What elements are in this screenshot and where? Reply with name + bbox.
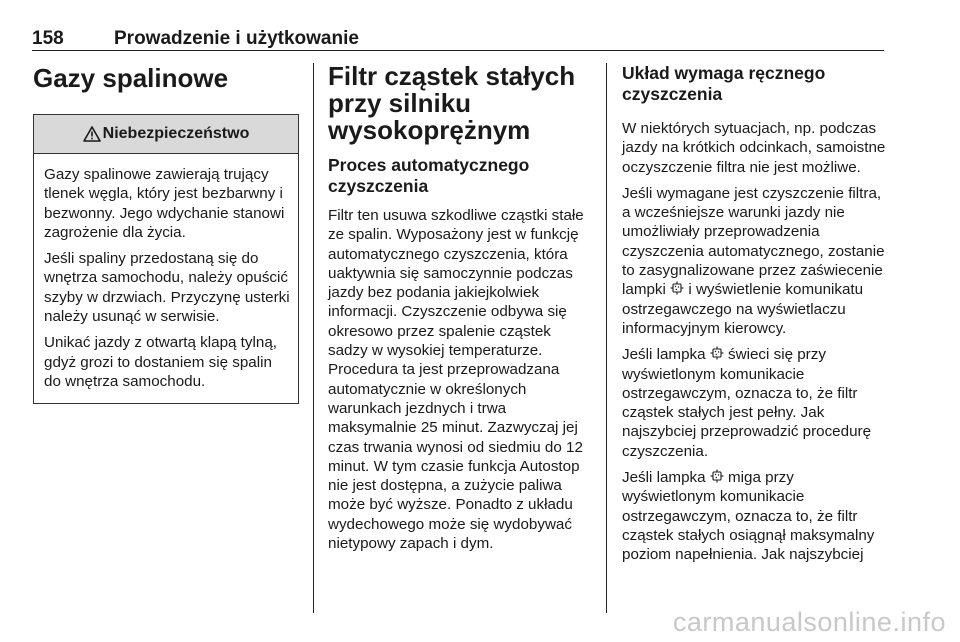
danger-warning-box bbox=[33, 114, 299, 404]
warning-heading: Niebezpieczeństwo bbox=[102, 125, 250, 142]
body-paragraph: Filtr ten usuwa szkodliwe cząstki stałe ze spalin. Wyposażony jest w funkcję automatycznego czyszczenia, która uaktywnia się samoczynnie podczas jazdy bez podania jakiejkolwiek informacji. Czyszczenie odbywa się okresowo przez spalenie cząstek sadzy w wysokiej temperaturze. Procedura ta jest przeprowadzana automatycznie w określonych warunkach jezdnych i trwa maksymalnie 25 minut. Zazwyczaj jej czas trwania wynosi od siedmiu do 12 minut. W tym czasie funkcja Autostop nie jest dostępna, a zużycie paliwa może być wyższe. Ponadto z układu wydechowego może się wydobywać nietypowy zapach i dym. bbox=[328, 207, 584, 553]
body-paragraph bbox=[622, 468, 890, 564]
warning-header bbox=[34, 115, 298, 154]
column-middle bbox=[328, 63, 594, 553]
subsection-title-auto-cleaning: Proces automatycznego czyszczenia bbox=[328, 155, 530, 196]
body-paragraph bbox=[622, 184, 890, 338]
running-title: Prowadzenie i użytkowanie bbox=[114, 28, 359, 49]
paragraph-text: i wyświetlenie komunikatu ostrzegawczego na wyświetlaczu informacyjnym kierowcy. bbox=[622, 281, 864, 337]
paragraph-text: miga przy wyświetlonym komunikacie ostrzegawczym, oznacza to, że filtr cząstek stałych osiągnął maksymalny poziom napełnienia. Jak najszybciej bbox=[622, 469, 875, 564]
warning-paragraph: Jeśli spaliny przedostaną się do wnętrza samochodu, należy opuścić szyby w drzwiach. Przyczynę usterki należy usunąć w serwisie. bbox=[44, 250, 290, 326]
warning-triangle-icon bbox=[83, 126, 101, 142]
particulate-filter-icon bbox=[670, 281, 684, 295]
paragraph-text: Jeśli wymagane jest czyszczenie filtra, a wcześniejsze warunki jazdy nie umożliwiały przeprowadzenia czyszczenia automatycznego, zostanie to zasygnalizowane przez zaświecenie lampki bbox=[622, 184, 885, 299]
section-title-exhaust: Gazy spalinowe bbox=[33, 63, 229, 93]
particulate-filter-icon bbox=[710, 469, 724, 483]
warning-paragraph: Gazy spalinowe zawierają trujący tlenek węgla, który jest bezbarwny i bezwonny. Jego wdychanie stanowi zagrożenie dla życia. bbox=[44, 166, 285, 241]
section-title-dpf: Filtr cząstek stałych przy silniku wysokoprężnym bbox=[328, 61, 576, 145]
watermark: carmanualsonline.info bbox=[672, 607, 946, 637]
page-header bbox=[32, 26, 884, 51]
warning-body bbox=[34, 154, 298, 403]
column-right bbox=[622, 63, 890, 565]
column-left bbox=[33, 63, 299, 404]
particulate-filter-icon bbox=[710, 346, 724, 360]
column-divider bbox=[606, 63, 607, 613]
body-paragraph bbox=[622, 345, 890, 461]
paragraph-text: Jeśli lampka bbox=[622, 346, 706, 364]
subsection-title-manual-cleaning: Układ wymaga ręcznego czyszczenia bbox=[622, 63, 826, 104]
paragraph-text: Jeśli lampka bbox=[622, 469, 706, 487]
paragraph-text: świeci się przy wyświetlonym komunikacie ostrzegawczym, oznacza to, że filtr cząstek stałych jest pełny. Jak najszybciej przeprowadzić procedurę czyszczenia. bbox=[622, 346, 872, 460]
body-paragraph: W niektórych sytuacjach, np. podczas jazdy na krótkich odcinkach, samoistne oczyszczenie filtra nie jest możliwe. bbox=[622, 120, 886, 176]
warning-paragraph: Unikać jazdy z otwartą klapą tylną, gdyż grozi to dostaniem się spalin do wnętrza samochodu. bbox=[44, 334, 277, 390]
column-divider bbox=[313, 63, 314, 613]
page-number: 158 bbox=[32, 28, 64, 49]
